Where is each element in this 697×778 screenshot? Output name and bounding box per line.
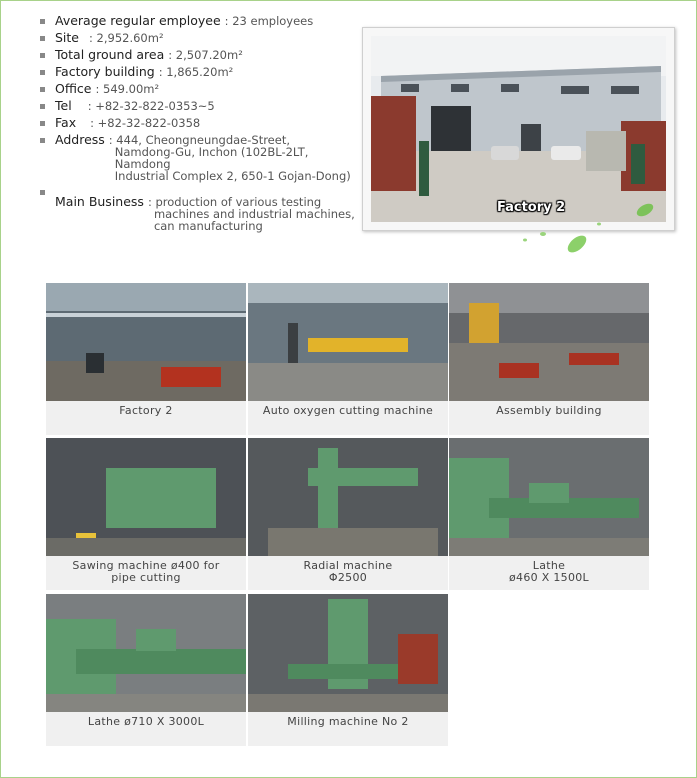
bullet-icon (40, 53, 45, 58)
info-label: Fax (55, 115, 77, 130)
info-value: : 23 employees (224, 14, 314, 28)
info-fax (40, 116, 360, 130)
gallery-item-sawing-machine[interactable] (46, 438, 246, 590)
info-label: Tel (55, 98, 72, 113)
address-line: Namdong-Gu, Inchon (102BL-2LT, Namdong (114, 145, 309, 171)
bullet-icon (40, 138, 45, 143)
info-site (40, 31, 360, 45)
gallery-caption (449, 401, 649, 435)
gallery-caption (248, 401, 448, 435)
caption-line: Lathe ø710 X 3000L (87, 715, 205, 728)
gallery-caption (248, 556, 448, 590)
gallery-item-milling-machine[interactable] (248, 594, 448, 746)
bullet-icon (40, 36, 45, 41)
hero-caption: Factory 2 (497, 200, 566, 215)
bullet-icon (40, 70, 45, 75)
info-value: : 1,865.20m² (158, 65, 234, 79)
gallery-photo (46, 283, 246, 401)
info-value: : +82-32-822-0358 (90, 116, 201, 130)
caption-line: Radial machine (303, 559, 393, 572)
gallery-photo (449, 438, 649, 556)
info-employees (40, 14, 360, 28)
gallery-item-assembly-building[interactable] (449, 283, 649, 435)
business-line: can manufacturing (153, 219, 263, 233)
info-tel (40, 99, 360, 113)
gallery-caption (46, 401, 246, 435)
gallery-caption (46, 556, 246, 590)
gallery-photo (248, 438, 448, 556)
info-office (40, 82, 360, 96)
info-value: : 2,507.20m² (168, 48, 243, 62)
bullet-icon (40, 121, 45, 126)
gallery-photo (449, 283, 649, 401)
leaves-icon (505, 196, 665, 260)
bullet-icon (40, 104, 45, 109)
caption-line: Sawing machine ø400 for (72, 559, 220, 572)
info-label: Site (55, 30, 79, 45)
info-main-business (40, 195, 360, 232)
info-factory-building (40, 65, 360, 79)
caption-line: Φ2500 (328, 571, 368, 584)
info-value: : +82-32-822-0353~5 (87, 99, 215, 113)
gallery-item-factory-2[interactable] (46, 283, 246, 435)
bullet-icon (40, 87, 45, 92)
caption-line: ø460 X 1500L (509, 571, 589, 584)
business-line: machines and industrial machines, (153, 207, 355, 221)
info-label: Office (55, 81, 92, 96)
info-value (148, 196, 355, 232)
gallery-item-lathe-460[interactable] (449, 438, 649, 590)
gallery-item-lathe-710[interactable] (46, 594, 246, 746)
caption-line: Factory 2 (119, 404, 173, 417)
bullet-icon (40, 19, 45, 24)
gallery-caption (46, 712, 246, 746)
info-value: : 549.00m² (95, 82, 160, 96)
info-total-ground-area (40, 48, 360, 62)
caption-line: Assembly building (496, 404, 602, 417)
gallery-photo (248, 594, 448, 712)
caption-line: pipe cutting (111, 571, 181, 584)
info-address (40, 133, 360, 182)
gallery-photo (46, 594, 246, 712)
gallery-photo (46, 438, 246, 556)
address-line: : 444, Cheongneungdae-Street, (108, 133, 291, 147)
info-label: Factory building (55, 64, 155, 79)
info-label: Main Business (55, 194, 144, 209)
info-label: Total ground area (55, 47, 165, 62)
info-value (109, 134, 360, 182)
info-value: : 2,952.60m² (89, 31, 164, 45)
info-label: Average regular employee (55, 13, 221, 28)
gallery-item-radial-machine[interactable] (248, 438, 448, 590)
address-line: Industrial Complex 2, 650-1 Gojan-Dong) (114, 169, 351, 183)
gallery-item-auto-oxygen-cutting-machine[interactable] (248, 283, 448, 435)
company-info-list (40, 14, 360, 235)
caption-line: Lathe (532, 559, 566, 572)
business-line: : production of various testing (147, 195, 322, 209)
caption-line: Auto oxygen cutting machine (262, 404, 434, 417)
gallery-caption (248, 712, 448, 746)
gallery-photo (248, 283, 448, 401)
factory-photo (371, 36, 666, 222)
gallery-caption (449, 556, 649, 590)
info-label: Address (55, 132, 105, 147)
caption-line: Milling machine No 2 (287, 715, 409, 728)
